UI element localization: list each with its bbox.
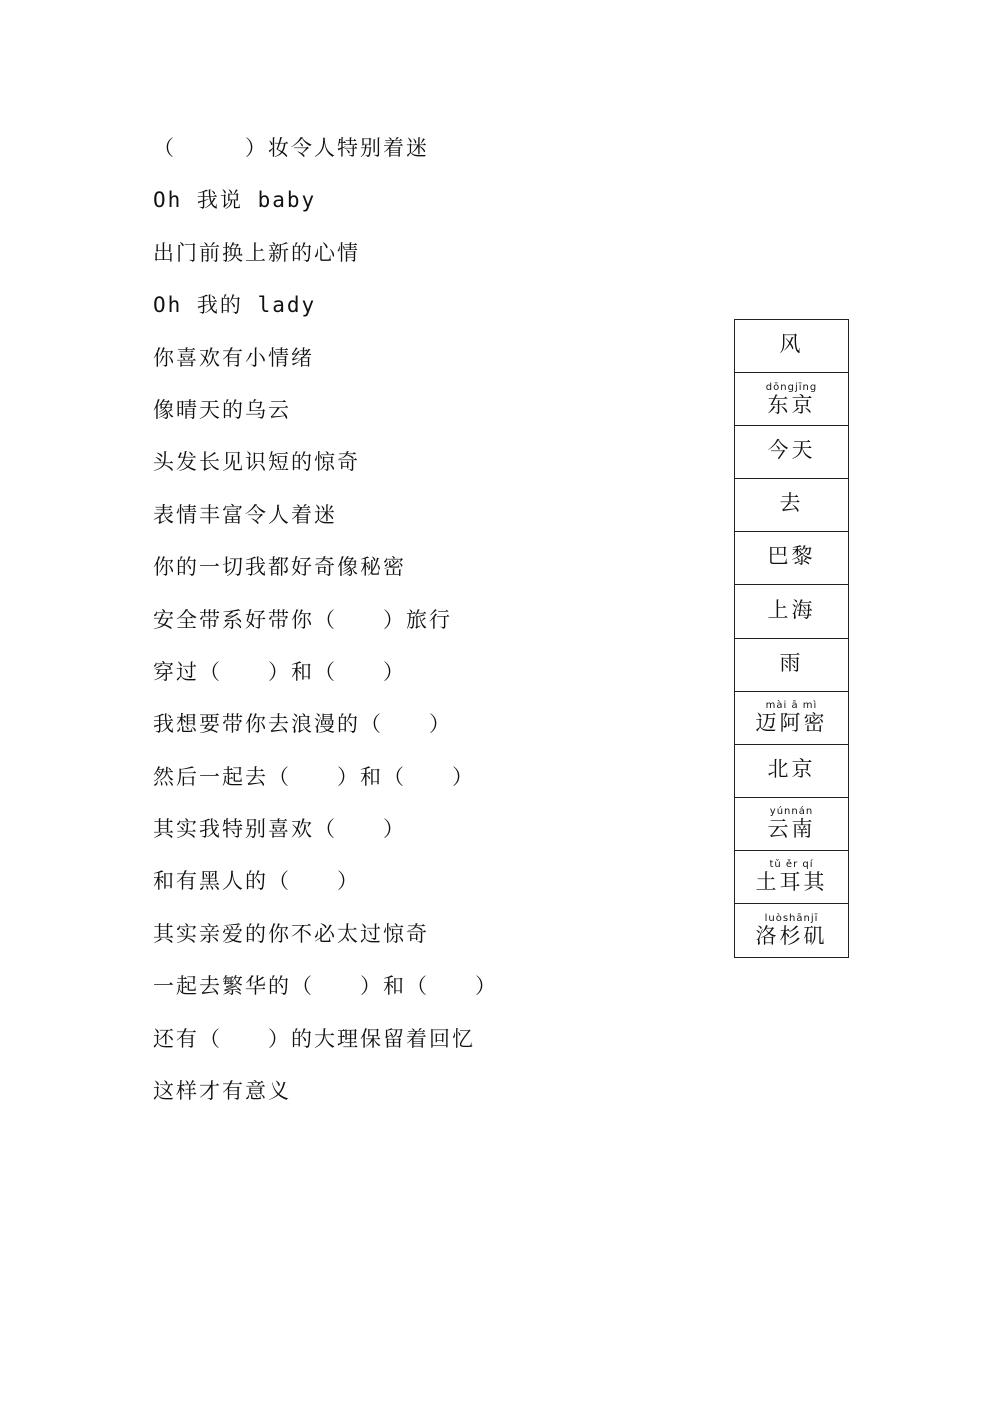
lyric-line: 你喜欢有小情绪 xyxy=(153,345,314,370)
word-card[interactable] xyxy=(735,320,848,373)
word-card-hanzi: 巴黎 xyxy=(767,544,816,569)
word-card-hanzi: 东京 xyxy=(767,392,816,417)
word-card-hanzi: 今天 xyxy=(767,438,816,463)
word-card-pinyin: dōngjīng xyxy=(765,381,818,393)
word-card-hanzi: 雨 xyxy=(779,650,804,675)
lyric-line: 和有黑人的（ ） xyxy=(153,869,360,894)
lyric-line: 表情丰富令人着迷 xyxy=(153,502,337,527)
word-card[interactable] xyxy=(735,798,848,851)
lyric-line: 一起去繁华的（ ）和（ ） xyxy=(153,974,498,999)
word-card-hanzi: 云南 xyxy=(767,817,816,842)
word-card-hanzi: 去 xyxy=(779,491,804,516)
word-card-hanzi: 洛杉矶 xyxy=(755,924,828,949)
lyric-line: （ ）妆令人特别着迷 xyxy=(153,136,429,160)
word-card[interactable] xyxy=(735,692,848,745)
word-card[interactable] xyxy=(735,745,848,798)
word-bank-table xyxy=(734,319,849,958)
word-card[interactable] xyxy=(735,851,848,904)
lyric-line: 头发长见识短的惊奇 xyxy=(153,450,360,475)
lyric-line: 安全带系好带你（ ）旅行 xyxy=(153,607,452,632)
lyric-line: Oh 我说 baby xyxy=(153,188,317,213)
word-card[interactable] xyxy=(735,373,848,426)
word-card-hanzi: 北京 xyxy=(767,756,816,781)
word-card-hanzi: 风 xyxy=(779,332,804,357)
lyric-line: 像晴天的乌云 xyxy=(153,397,291,422)
word-card[interactable] xyxy=(735,585,848,638)
word-card[interactable] xyxy=(735,639,848,692)
word-card[interactable] xyxy=(735,904,848,957)
lyrics-column xyxy=(153,130,693,1125)
word-card-pinyin: tǔ ěr qí xyxy=(769,859,814,871)
lyric-line: 其实亲爱的你不必太过惊奇 xyxy=(153,921,429,946)
lyric-line: 然后一起去（ ）和（ ） xyxy=(153,764,475,789)
word-card-hanzi: 上海 xyxy=(767,597,816,622)
word-card-pinyin: luòshānjī xyxy=(764,913,819,925)
word-card[interactable] xyxy=(735,426,848,479)
lyric-line: 我想要带你去浪漫的（ ） xyxy=(153,712,452,737)
word-card-hanzi: 迈阿密 xyxy=(755,711,828,736)
word-card[interactable] xyxy=(735,479,848,532)
lyric-line: 这样才有意义 xyxy=(153,1079,291,1104)
lyric-line: 其实我特别喜欢（ ） xyxy=(153,817,406,842)
word-card-hanzi: 土耳其 xyxy=(755,870,828,895)
word-card-pinyin: mài ā mì xyxy=(765,700,818,712)
lyric-line: 你的一切我都好奇像秘密 xyxy=(153,555,406,580)
lyric-line: 还有（ ）的大理保留着回忆 xyxy=(153,1026,475,1051)
lyric-line: Oh 我的 lady xyxy=(153,293,317,318)
word-card-pinyin: yúnnán xyxy=(769,806,814,818)
word-card[interactable] xyxy=(735,532,848,585)
lyric-line: 出门前换上新的心情 xyxy=(153,240,360,265)
lyric-line: 穿过（ ）和（ ） xyxy=(153,659,406,684)
